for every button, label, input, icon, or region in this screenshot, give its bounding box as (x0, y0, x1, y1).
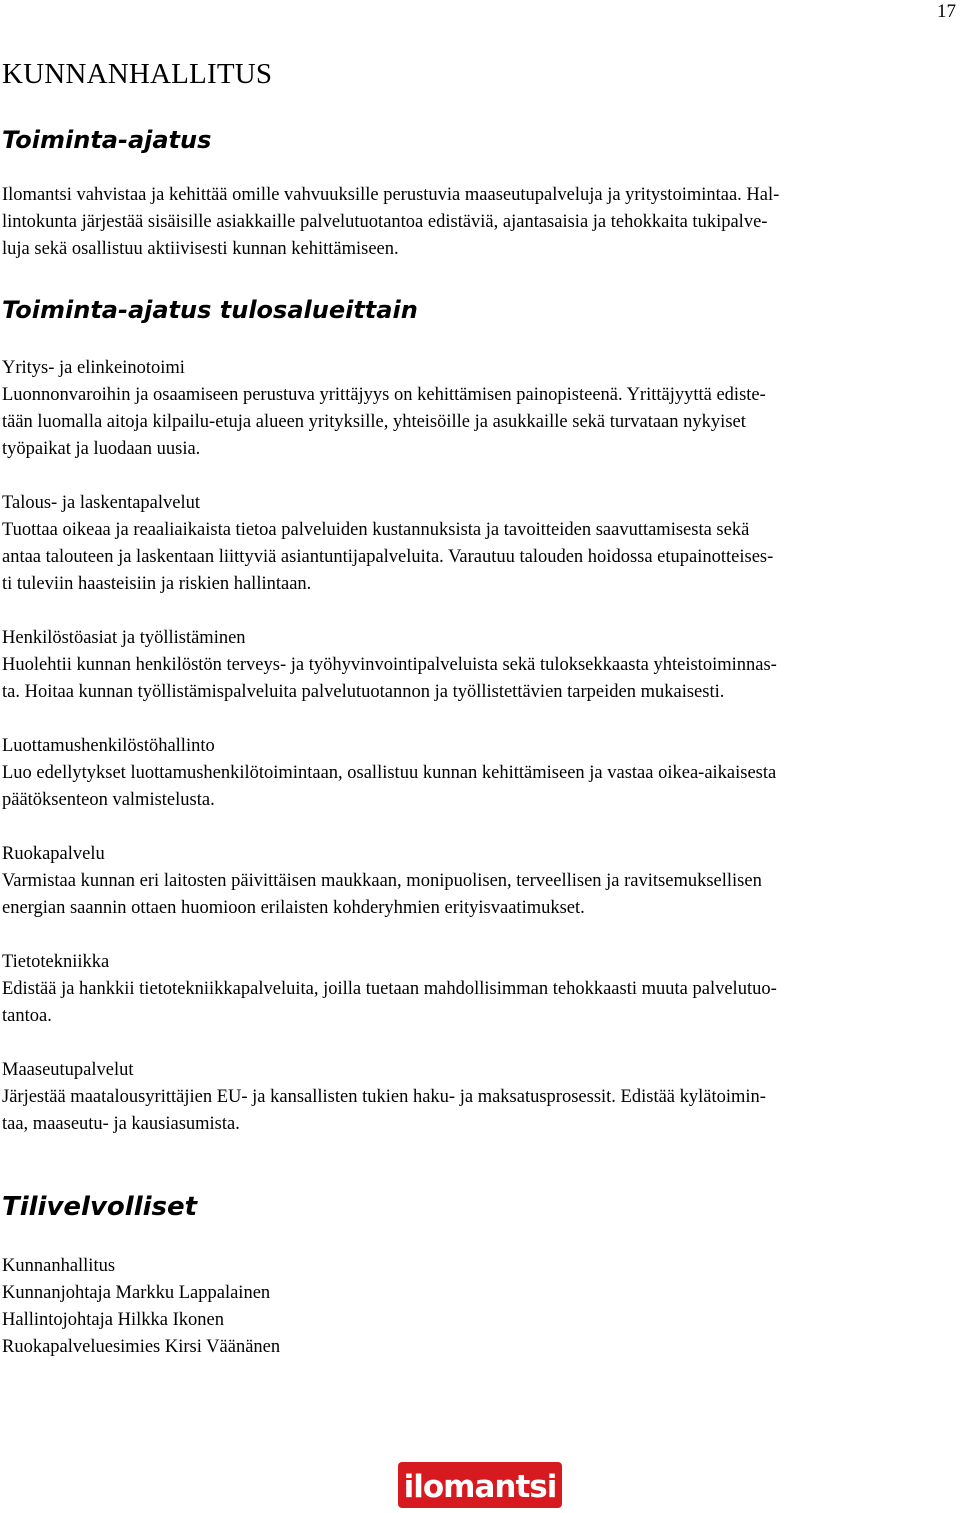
section-title: Yritys- ja elinkeinotoimi (2, 358, 185, 378)
section-title: Tietotekniikka (2, 952, 110, 972)
text-line: tantoa. (2, 1006, 52, 1026)
text-line: luja sekä osallistuu aktiivisesti kunnan kehittämiseen. (2, 239, 399, 259)
list-item: Hallintojohtaja Hilkka Ikonen (2, 1310, 224, 1330)
section-tietotekniikka (2, 949, 957, 1030)
text-line: tään luomalla aitoja kilpailu-etuja alueen yrityksille, yhteisöille ja asukkaille sekä turvataan nykyiset (2, 412, 746, 432)
text-line: taa, maaseutu- ja kausiasumista. (2, 1114, 240, 1134)
text-line: työpaikat ja luodaan uusia. (2, 439, 201, 459)
text-line: Edistää ja hankkii tietotekniikkapalveluita, joilla tuetaan mahdollisimman tehokkaasti muuta palvelutuo- (2, 979, 777, 999)
text-line: ta. Hoitaa kunnan työllistämispalveluita palvelutuotannon ja työllistettävien tarpeiden mukaisesti. (2, 682, 725, 702)
text-line: lintokunta järjestää sisäisille asiakkaille palvelutuotantoa edistäviä, ajantasaisia ja tehokkaita tukipalve- (2, 212, 768, 232)
page-title: KUNNANHALLITUS (2, 58, 273, 90)
text-line: energian saannin ottaen huomioon erilaisten kohderyhmien erityisvaatimukset. (2, 898, 585, 918)
text-line: Tuottaa oikeaa ja reaaliaikaista tietoa palveluiden kustannuksista ja tavoitteiden saavuttamisesta sekä (2, 520, 750, 540)
text-line: päätöksenteon valmistelusta. (2, 790, 215, 810)
svg-text:ilomantsi: ilomantsi (403, 1469, 557, 1505)
page-number: 17 (937, 1, 956, 22)
section-ruokapalvelu (2, 841, 957, 922)
text-line: Järjestää maatalousyrittäjien EU- ja kansallisten tukien haku- ja maksatusprosessit. Edistää kylätoimin- (2, 1087, 766, 1107)
text-line: Varmistaa kunnan eri laitosten päivittäisen maukkaan, monipuolisen, terveellisen ja ravitsemuksellisen (2, 871, 762, 891)
text-line: Huolehtii kunnan henkilöstön terveys- ja työhyvinvointipalveluista sekä tuloksekkaasta yhteistoiminnas- (2, 655, 777, 675)
text-line: Luonnonvaroihin ja osaamiseen perustuva yrittäjyys on kehittämisen painopisteenä. Yrittäjyyttä ediste- (2, 385, 766, 405)
tilivelvolliset-list (2, 1253, 957, 1361)
heading-tilivelvolliset: Tilivelvolliset (2, 1192, 198, 1222)
toiminta-ajatus-paragraph (2, 182, 957, 263)
section-talous-laskentapalvelut (2, 490, 957, 598)
section-title: Ruokapalvelu (2, 844, 105, 864)
section-title: Luottamushenkilöstöhallinto (2, 736, 215, 756)
text-line: antaa talouteen ja laskentaan liittyviä asiantuntijapalveluita. Varautuu talouden hoidossa etupainotteises- (2, 547, 774, 567)
section-luottamushenkilostohallinto (2, 733, 957, 814)
logo-graphic (398, 1462, 562, 1508)
list-item: Kunnanjohtaja Markku Lappalainen (2, 1283, 271, 1303)
ilomantsi-logo (398, 1462, 562, 1508)
section-henkilostoasiat (2, 625, 957, 706)
heading-toiminta-ajatus: Toiminta-ajatus (2, 126, 212, 154)
text-line: Luo edellytykset luottamushenkilötoimintaan, osallistuu kunnan kehittämiseen ja vastaa oikea-aikaisesta (2, 763, 777, 783)
section-maaseutupalvelut (2, 1057, 957, 1138)
text-line: ti tuleviin haasteisiin ja riskien hallintaan. (2, 574, 312, 594)
section-title: Maaseutupalvelut (2, 1060, 134, 1080)
list-item: Kunnanhallitus (2, 1256, 116, 1276)
list-item: Ruokapalveluesimies Kirsi Väänänen (2, 1337, 281, 1357)
section-yritys-elinkeinotoimi (2, 355, 957, 463)
section-title: Talous- ja laskentapalvelut (2, 493, 201, 513)
text-line: Ilomantsi vahvistaa ja kehittää omille vahvuuksille perustuvia maaseutupalveluja ja yritystoimintaa. Hal- (2, 185, 780, 205)
section-title: Henkilöstöasiat ja työllistäminen (2, 628, 246, 648)
heading-tulosalueittain: Toiminta-ajatus tulosalueittain (2, 296, 418, 324)
